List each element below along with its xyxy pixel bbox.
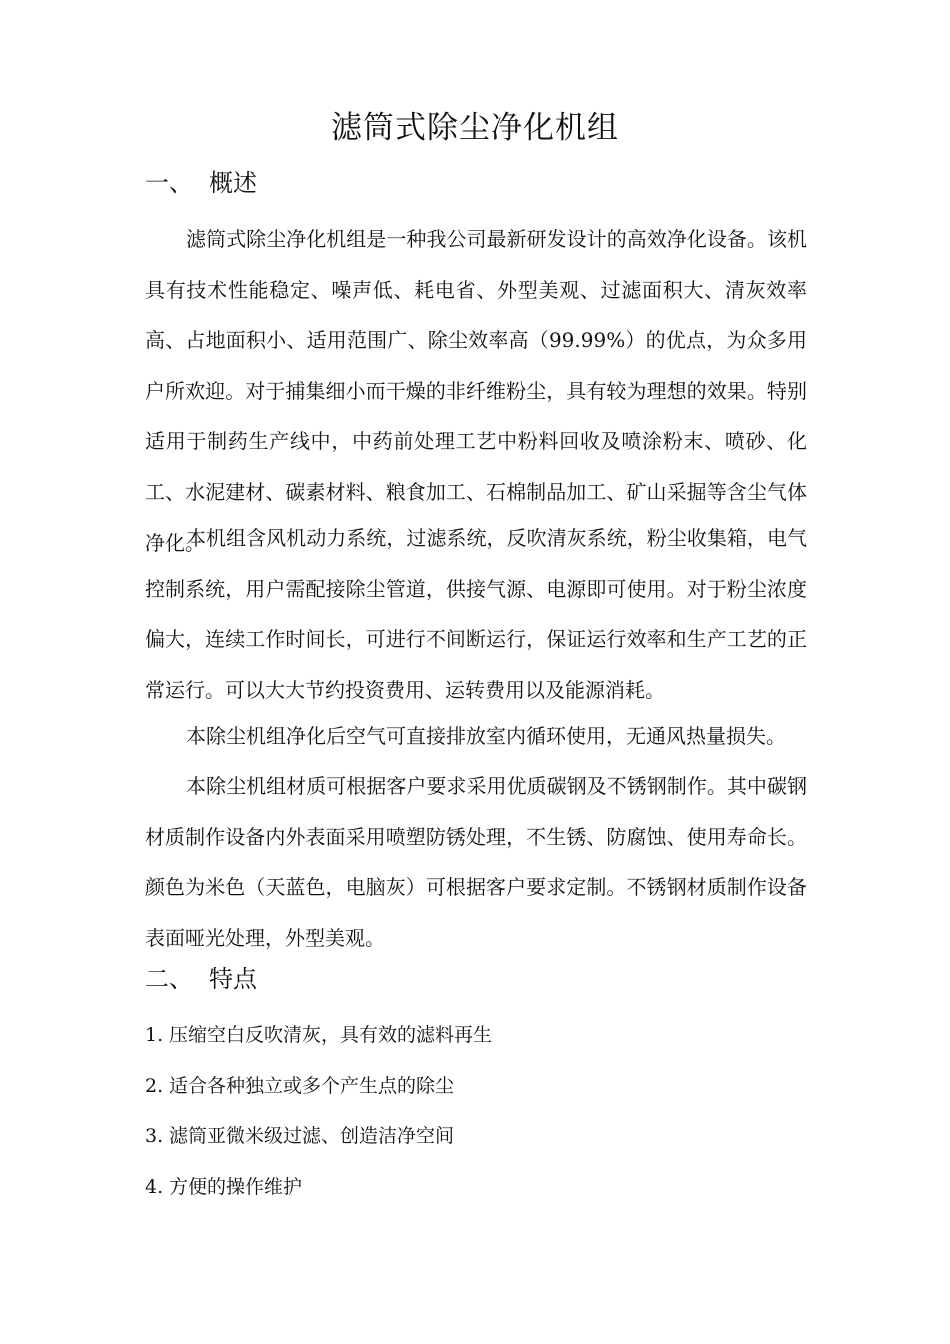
section-title: 特点 bbox=[209, 965, 257, 993]
feature-list bbox=[145, 1010, 807, 1212]
section-heading-overview bbox=[145, 166, 257, 200]
list-item-text: 方便的操作维护 bbox=[169, 1175, 303, 1198]
overview-paragraph-1: 滤筒式除尘净化机组是一种我公司最新研发设计的高效净化设备。该机具有技术性能稳定、噪声低、耗电省、外型美观、过滤面积大、清灰效率高、占地面积小、适用范围广、除尘效率高（99.99%）的优点，为众多用户所欢迎。对于捕集细小而干燥的非纤维粉尘，具有较为理想的效果。特别适用于制药生产线中，中药前处理工艺中粉料回收及喷涂粉末、喷砂、化工、水泥建材、碳素材料、粮食加工、石棉制品加工、矿山采掘等含尘气体净化。 bbox=[145, 227, 807, 555]
section-heading-features bbox=[145, 962, 257, 996]
list-item-number: 1. bbox=[145, 1024, 164, 1046]
list-item bbox=[145, 1111, 807, 1162]
document-title: 滤筒式除尘净化机组 bbox=[331, 110, 619, 146]
overview-paragraph-4: 本除尘机组材质可根据客户要求采用优质碳钢及不锈钢制作。其中碳钢材质制作设备内外表面采用喷塑防锈处理，不生锈、防腐蚀、使用寿命长。颜色为米色（天蓝色，电脑灰）可根据客户要求定制。不锈钢材质制作设备表面哑光处理，外型美观。 bbox=[145, 774, 807, 950]
list-item bbox=[145, 1010, 807, 1061]
list-item-number: 2. bbox=[145, 1074, 164, 1097]
section-title: 概述 bbox=[209, 169, 257, 197]
overview-paragraph-2: 本机组含风机动力系统，过滤系统，反吹清灰系统，粉尘收集箱，电气控制系统，用户需配接除尘管道，供接气源、电源即可使用。对于粉尘浓度偏大，连续工作时间长，可进行不间断运行，保证运行效率和生产工艺的正常运行。可以大大节约投资费用、运转费用以及能源消耗。 bbox=[145, 526, 807, 702]
list-item-number: 4. bbox=[145, 1175, 164, 1198]
section-number: 一、 bbox=[145, 169, 193, 197]
list-item-text: 滤筒亚微米级过滤、创造洁净空间 bbox=[169, 1125, 455, 1148]
overview-paragraph-3: 本除尘机组净化后空气可直接排放室内循环使用，无通风热量损失。 bbox=[186, 724, 786, 748]
list-item bbox=[145, 1061, 807, 1112]
list-item-text: 适合各种独立或多个产生点的除尘 bbox=[169, 1074, 455, 1097]
list-item-text: 压缩空白反吹清灰，具有效的滤料再生 bbox=[169, 1024, 493, 1046]
section-number: 二、 bbox=[145, 965, 193, 993]
list-item-number: 3. bbox=[145, 1125, 164, 1148]
list-item bbox=[145, 1162, 807, 1213]
